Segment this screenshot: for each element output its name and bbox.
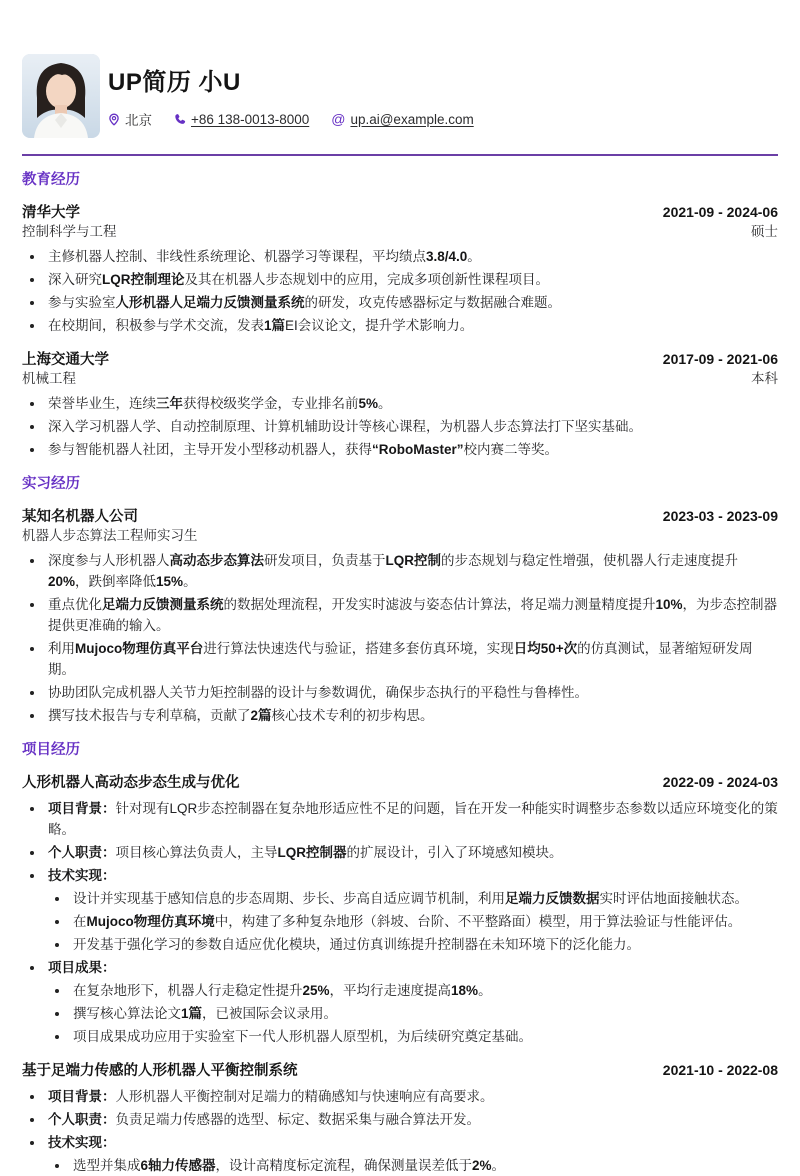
bullet-text bbox=[73, 1026, 778, 1047]
text: 及其在机器人步态规划中的应用，完成多项创新性课程项目。 bbox=[184, 272, 549, 287]
text: 进行算法快速迭代与验证，搭建多套仿真环境，实现 bbox=[203, 641, 514, 656]
text: EI会议论文，提升学术影响力。 bbox=[285, 318, 474, 333]
phone-link[interactable]: +86 138-0013-8000 bbox=[191, 111, 310, 127]
text: 中，构建了多种复杂地形（斜坡、台阶、不平整路面）模型，用于算法验证与性能评估。 bbox=[214, 914, 742, 929]
entry-degree: 硕士 bbox=[751, 224, 778, 239]
sub-bullet-item bbox=[55, 934, 778, 955]
bullet-text bbox=[48, 865, 778, 886]
bullet-dot bbox=[30, 559, 34, 563]
text: 参与实验室 bbox=[48, 295, 116, 310]
entry-role: 机械工程 bbox=[22, 371, 76, 386]
bullet-item bbox=[30, 682, 778, 703]
bullet-text bbox=[48, 638, 778, 680]
bullet-item bbox=[30, 315, 778, 336]
bullet-row bbox=[30, 1109, 778, 1130]
location-pin-icon bbox=[108, 113, 120, 126]
phone-icon bbox=[174, 113, 186, 125]
text: 荣誉毕业生，连续 bbox=[48, 396, 156, 411]
bullet-dot bbox=[55, 943, 59, 947]
location-text: 北京 bbox=[125, 113, 152, 128]
bullet-text bbox=[48, 393, 778, 414]
bold-text: 个人职责： bbox=[48, 1112, 116, 1127]
sub-bullet-item bbox=[55, 1026, 778, 1047]
entry bbox=[22, 774, 778, 1047]
text: 核心技术专利的初步构思。 bbox=[271, 708, 434, 723]
text: 在校期间，积极参与学术交流，发表 bbox=[48, 318, 264, 333]
bullet-text bbox=[48, 269, 778, 290]
bold-text: Mujoco物理仿真平台 bbox=[75, 641, 204, 656]
bold-text: 20% bbox=[48, 574, 76, 589]
bold-text: LQR控制理论 bbox=[102, 272, 185, 287]
bullet-row bbox=[30, 638, 778, 680]
sub-bullet-item bbox=[55, 888, 778, 909]
sub-bullet-item bbox=[55, 980, 778, 1001]
bullet-text bbox=[48, 842, 778, 863]
candidate-name: UP简历 小U bbox=[108, 69, 241, 96]
text: 实时评估地面接触状态。 bbox=[599, 891, 748, 906]
text: 的研发，攻克传感器标定与数据融合难题。 bbox=[304, 295, 561, 310]
resume-body bbox=[22, 172, 778, 1176]
entry-subtitle bbox=[22, 224, 778, 240]
entry-name: 上海交通大学 bbox=[22, 352, 109, 368]
bullet-text bbox=[73, 1003, 778, 1024]
bullet-text bbox=[48, 705, 778, 726]
bold-text: 足端力反馈数据 bbox=[505, 891, 600, 906]
bold-text: 人形机器人足端力反馈测量系统 bbox=[115, 295, 305, 310]
text: ，设计高精度标定流程，确保测量误差低于 bbox=[215, 1158, 473, 1173]
bullet-text bbox=[48, 550, 778, 592]
bullet-text bbox=[48, 315, 778, 336]
bullet-text bbox=[73, 911, 778, 932]
bullet-dot bbox=[30, 278, 34, 282]
bullet-item bbox=[30, 416, 778, 437]
bold-text: 个人职责： bbox=[48, 845, 116, 860]
bullet-row bbox=[55, 1155, 778, 1176]
text: 的扩展设计，引入了环境感知模块。 bbox=[346, 845, 563, 860]
bullet-row bbox=[30, 315, 778, 336]
bullet-text bbox=[48, 1132, 778, 1153]
bold-text: 5% bbox=[358, 396, 379, 411]
text: 项目核心算法负责人，主导 bbox=[115, 845, 278, 860]
bullet-dot bbox=[30, 691, 34, 695]
bold-text: 日均50+次 bbox=[513, 641, 578, 656]
bullet-dot bbox=[55, 920, 59, 924]
phone-item bbox=[174, 112, 309, 127]
bold-text: 足端力反馈测量系统 bbox=[102, 597, 224, 612]
entry bbox=[22, 1062, 778, 1176]
bullet-row bbox=[30, 594, 778, 636]
bullet-item bbox=[30, 705, 778, 726]
email-link[interactable]: up.ai@example.com bbox=[350, 111, 474, 127]
bullet-dot bbox=[30, 807, 34, 811]
bullet-text bbox=[48, 594, 778, 636]
text: 的仿真测试，显著缩短研发周期。 bbox=[48, 641, 753, 677]
text: 重点优化 bbox=[48, 597, 102, 612]
entry-date: 2017-09 - 2021-06 bbox=[662, 351, 778, 367]
bullet-text bbox=[48, 682, 778, 703]
bullet-row bbox=[55, 1003, 778, 1024]
identity-block bbox=[108, 54, 496, 129]
bullet-row bbox=[30, 246, 778, 267]
bold-text: 25% bbox=[302, 983, 330, 998]
bullet-row bbox=[30, 269, 778, 290]
bullet-item bbox=[30, 798, 778, 840]
text: 深入研究 bbox=[48, 272, 102, 287]
bullet-item bbox=[30, 842, 778, 863]
entry bbox=[22, 204, 778, 336]
bullet-dot bbox=[55, 1035, 59, 1039]
bold-text: 项目成果： bbox=[48, 960, 116, 975]
entry-name: 人形机器人高动态步态生成与优化 bbox=[22, 775, 240, 791]
bullet-text bbox=[48, 246, 778, 267]
bold-text: 6轴力传感器 bbox=[140, 1158, 216, 1173]
entry-name: 基于足端力传感的人形机器人平衡控制系统 bbox=[22, 1063, 298, 1079]
text: 的步态规划与稳定性增强，使机器人行走速度提升 bbox=[441, 553, 738, 568]
bold-text: 2% bbox=[472, 1158, 492, 1173]
text: 负责足端力传感器的选型、标定、数据采集与融合算法开发。 bbox=[115, 1112, 480, 1127]
entry-date: 2021-09 - 2024-06 bbox=[662, 204, 778, 220]
bold-text: 技术实现： bbox=[48, 868, 116, 883]
entry-role: 机器人步态算法工程师实习生 bbox=[22, 528, 198, 543]
bullet-list bbox=[22, 798, 778, 1047]
bullet-row bbox=[30, 798, 778, 840]
bold-text: 2篇 bbox=[250, 708, 272, 723]
bold-text: 3.8/4.0 bbox=[426, 249, 468, 264]
bullet-text bbox=[48, 292, 778, 313]
bullet-text bbox=[73, 1155, 778, 1176]
text: 设计并实现基于感知信息的步态周期、步长、步高自适应调节机制，利用 bbox=[73, 891, 505, 906]
bullet-item bbox=[30, 269, 778, 290]
bullet-row bbox=[55, 888, 778, 909]
entry-head bbox=[22, 774, 778, 792]
bold-text: 项目背景： bbox=[48, 1089, 116, 1104]
entry-head bbox=[22, 204, 778, 222]
email-item bbox=[331, 112, 473, 127]
bold-text: LQR控制 bbox=[385, 553, 441, 568]
header-divider bbox=[22, 154, 778, 156]
bold-text: LQR控制器 bbox=[277, 845, 347, 860]
entry-subtitle bbox=[22, 528, 778, 544]
bullet-dot bbox=[55, 897, 59, 901]
text: 。 bbox=[378, 396, 392, 411]
resume-header bbox=[22, 0, 778, 138]
bullet-dot bbox=[30, 874, 34, 878]
bullet-row bbox=[30, 439, 778, 460]
bullet-row bbox=[55, 934, 778, 955]
entry-head bbox=[22, 1062, 778, 1080]
entry bbox=[22, 508, 778, 726]
bullet-list bbox=[22, 550, 778, 726]
text: 开发基于强化学习的参数自适应优化模块，通过仿真训练提升控制器在未知环境下的泛化能力。 bbox=[73, 937, 640, 952]
bold-text: 1篇 bbox=[264, 318, 286, 333]
bullet-row bbox=[30, 705, 778, 726]
bullet-row bbox=[30, 550, 778, 592]
resume-section bbox=[22, 476, 778, 726]
location-item bbox=[108, 109, 152, 129]
bullet-item bbox=[30, 957, 778, 1047]
bullet-row bbox=[55, 911, 778, 932]
bullet-dot bbox=[30, 1141, 34, 1145]
bold-text: 高动态步态算法 bbox=[169, 553, 264, 568]
bullet-text bbox=[48, 798, 778, 840]
sub-bullet-list bbox=[55, 1155, 778, 1176]
bullet-item bbox=[30, 292, 778, 313]
entry-role: 控制科学与工程 bbox=[22, 224, 117, 239]
bold-text: 1篇 bbox=[181, 1006, 203, 1021]
profile-photo-illustration bbox=[22, 54, 100, 138]
text: ，为步态控制器提供更准确的输入。 bbox=[48, 597, 778, 633]
text: ，已被国际会议录用。 bbox=[202, 1006, 338, 1021]
text: 。 bbox=[183, 574, 197, 589]
text: 针对现有LQR步态控制器在复杂地形适应性不足的问题，旨在开发一种能实时调整步态参数以适应环境变化的策略。 bbox=[48, 801, 778, 837]
bullet-dot bbox=[30, 324, 34, 328]
bullet-row bbox=[30, 393, 778, 414]
bullet-item bbox=[30, 393, 778, 414]
bullet-dot bbox=[30, 1095, 34, 1099]
entry-degree: 本科 bbox=[751, 371, 778, 386]
text: 人形机器人平衡控制对足端力的精确感知与快速响应有高要求。 bbox=[115, 1089, 494, 1104]
bullet-dot bbox=[30, 255, 34, 259]
bullet-row bbox=[55, 980, 778, 1001]
text: 在 bbox=[73, 914, 87, 929]
bullet-dot bbox=[30, 1118, 34, 1122]
bullet-dot bbox=[30, 402, 34, 406]
bullet-dot bbox=[30, 301, 34, 305]
bullet-dot bbox=[55, 1012, 59, 1016]
bullet-row bbox=[30, 842, 778, 863]
text: 主修机器人控制、非线性系统理论、机器学习等课程，平均绩点 bbox=[48, 249, 426, 264]
bullet-row bbox=[30, 1086, 778, 1107]
bullet-text bbox=[73, 934, 778, 955]
sub-bullet-list bbox=[55, 888, 778, 955]
bullet-dot bbox=[30, 966, 34, 970]
contact-row bbox=[108, 109, 496, 129]
bullet-text bbox=[73, 980, 778, 1001]
bullet-dot bbox=[30, 851, 34, 855]
bullet-dot bbox=[30, 425, 34, 429]
bullet-item bbox=[30, 638, 778, 680]
text: 校内赛二等奖。 bbox=[463, 442, 559, 457]
text: 深度参与人形机器人 bbox=[48, 553, 170, 568]
bold-text: 18% bbox=[451, 983, 479, 998]
bullet-list bbox=[22, 1086, 778, 1176]
bullet-row bbox=[30, 957, 778, 978]
bullet-item bbox=[30, 865, 778, 955]
entry-head bbox=[22, 351, 778, 369]
text: 深入学习机器人学、自动控制原理、计算机辅助设计等核心课程，为机器人步态算法打下坚实基础。 bbox=[48, 419, 642, 434]
sub-bullet-item bbox=[55, 911, 778, 932]
entry-date: 2021-10 - 2022-08 bbox=[662, 1062, 778, 1078]
bullet-row bbox=[30, 292, 778, 313]
entry-head bbox=[22, 508, 778, 526]
bullet-list bbox=[22, 393, 778, 460]
bullet-text bbox=[48, 1109, 778, 1130]
sub-bullet-item bbox=[55, 1003, 778, 1024]
bullet-text bbox=[48, 957, 778, 978]
text: 获得校级奖学金，专业排名前 bbox=[183, 396, 359, 411]
entry-subtitle bbox=[22, 371, 778, 387]
text: 。 bbox=[491, 1158, 506, 1173]
sub-bullet-item bbox=[55, 1155, 778, 1176]
bold-text: 10% bbox=[655, 597, 683, 612]
bullet-dot bbox=[30, 448, 34, 452]
text: 研发项目，负责基于 bbox=[264, 553, 386, 568]
bullet-item bbox=[30, 1086, 778, 1107]
bold-text: 项目背景： bbox=[48, 801, 116, 816]
bullet-text bbox=[48, 1086, 778, 1107]
bullet-dot bbox=[30, 603, 34, 607]
at-icon: @ bbox=[331, 111, 346, 127]
bullet-item bbox=[30, 1109, 778, 1130]
bullet-item bbox=[30, 1132, 778, 1176]
entry-name: 清华大学 bbox=[22, 205, 80, 221]
bullet-text bbox=[48, 416, 778, 437]
bullet-dot bbox=[30, 647, 34, 651]
bullet-row bbox=[55, 1026, 778, 1047]
bullet-dot bbox=[55, 1164, 59, 1168]
sub-bullet-list bbox=[55, 980, 778, 1047]
text: 协助团队完成机器人关节力矩控制器的设计与参数调优，确保步态执行的平稳性与鲁棒性。 bbox=[48, 685, 588, 700]
text: 在复杂地形下，机器人行走稳定性提升 bbox=[73, 983, 303, 998]
section-title: 项目经历 bbox=[22, 742, 80, 758]
entry bbox=[22, 351, 778, 460]
bold-text: “RoboMaster” bbox=[372, 442, 464, 457]
text: 的数据处理流程，开发实时滤波与姿态估计算法，将足端力测量精度提升 bbox=[223, 597, 656, 612]
bullet-row bbox=[30, 682, 778, 703]
bold-text: 技术实现： bbox=[48, 1135, 116, 1150]
bullet-row bbox=[30, 416, 778, 437]
bullet-text bbox=[48, 439, 778, 460]
bullet-row bbox=[30, 1132, 778, 1153]
text: 。 bbox=[467, 249, 481, 264]
section-title: 教育经历 bbox=[22, 172, 80, 188]
entry-date: 2022-09 - 2024-03 bbox=[662, 774, 778, 790]
resume-section bbox=[22, 172, 778, 460]
bullet-dot bbox=[55, 989, 59, 993]
text: 撰写技术报告与专利草稿，贡献了 bbox=[48, 708, 251, 723]
text: 撰写核心算法论文 bbox=[73, 1006, 181, 1021]
bullet-text bbox=[73, 888, 778, 909]
text: ，平均行走速度提高 bbox=[329, 983, 452, 998]
entry-name: 某知名机器人公司 bbox=[22, 509, 138, 525]
text: 选型并集成 bbox=[73, 1158, 141, 1173]
bold-text: 三年 bbox=[156, 396, 183, 411]
bullet-dot bbox=[30, 714, 34, 718]
entry-date: 2023-03 - 2023-09 bbox=[662, 508, 778, 524]
bullet-list bbox=[22, 246, 778, 336]
section-title: 实习经历 bbox=[22, 476, 80, 492]
text: 参与智能机器人社团，主导开发小型移动机器人，获得 bbox=[48, 442, 372, 457]
bold-text: Mujoco物理仿真环境 bbox=[86, 914, 215, 929]
resume-section bbox=[22, 742, 778, 1176]
profile-photo bbox=[22, 54, 100, 138]
bullet-item bbox=[30, 550, 778, 592]
text: 。 bbox=[478, 983, 492, 998]
bullet-item bbox=[30, 246, 778, 267]
text: 项目成果成功应用于实验室下一代人形机器人原型机，为后续研究奠定基础。 bbox=[73, 1029, 532, 1044]
bold-text: 15% bbox=[156, 574, 184, 589]
text: ，跌倒率降低 bbox=[75, 574, 157, 589]
bullet-item bbox=[30, 594, 778, 636]
bullet-item bbox=[30, 439, 778, 460]
bullet-row bbox=[30, 865, 778, 886]
text: 利用 bbox=[48, 641, 75, 656]
